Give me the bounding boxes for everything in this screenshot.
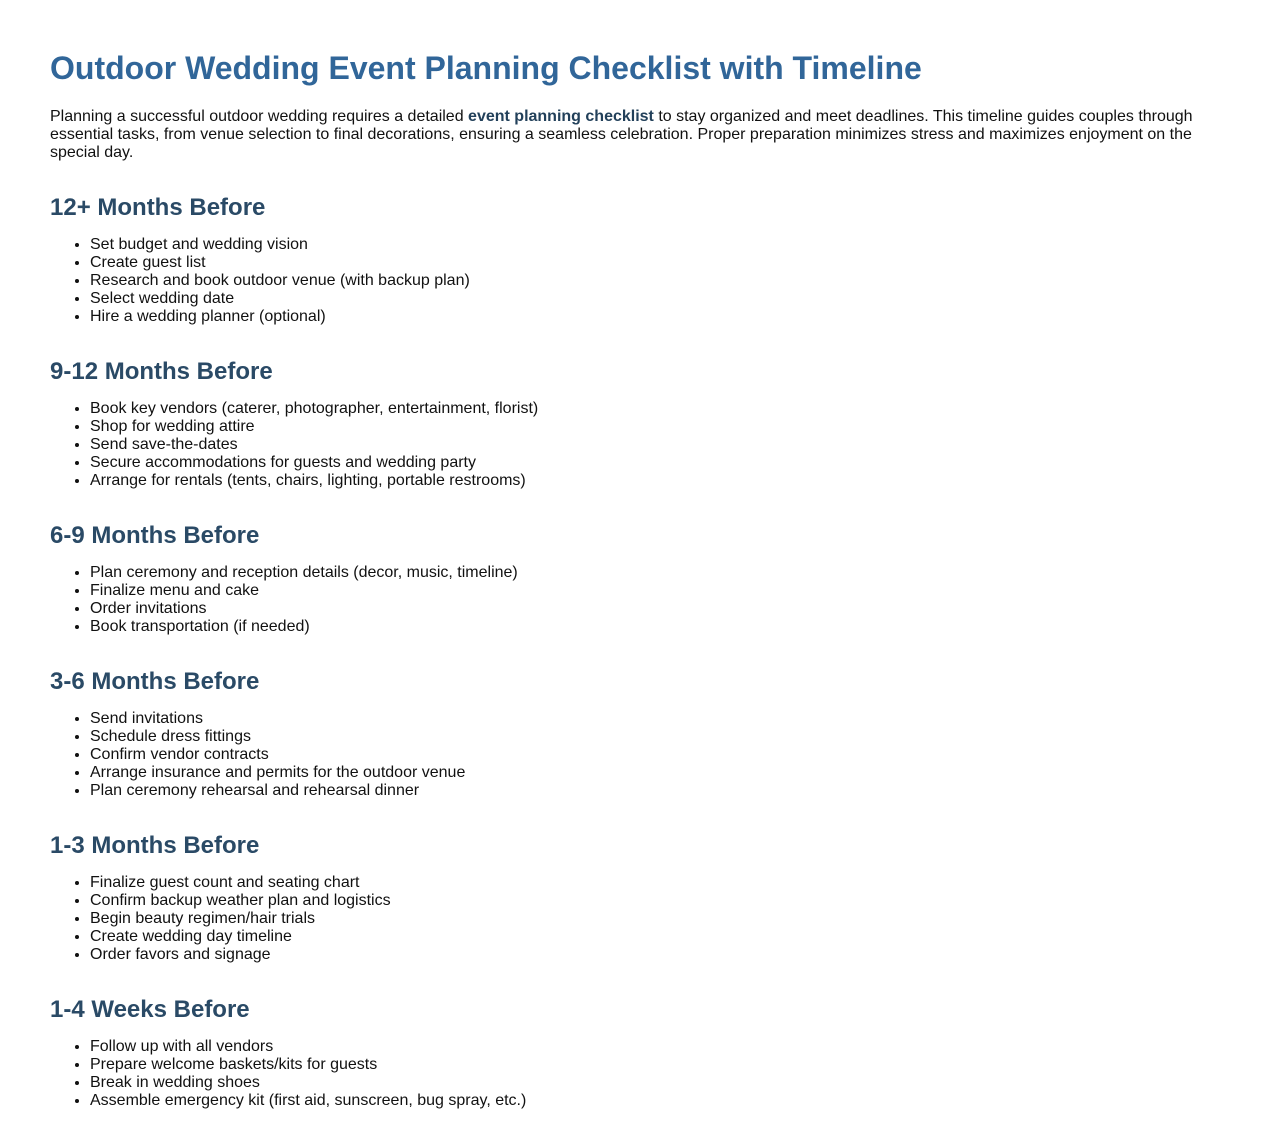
task-list [50,1038,1213,1110]
task-list-item: • Hire a wedding planner (optional) [90,308,1213,326]
task-list-item: • Begin beauty regimen/hair trials [90,910,1213,928]
task-list-item: • Break in wedding shoes [90,1074,1213,1092]
task-list-item: • Confirm backup weather plan and logistics [90,892,1213,910]
task-list-item: • Confirm vendor contracts [90,746,1213,764]
intro-emphasis: event planning checklist [468,108,654,125]
task-list [50,710,1213,800]
section-heading: 3-6 Months Before [50,668,260,695]
task-list [50,236,1213,326]
task-list-item: • Shop for wedding attire [90,418,1213,436]
task-list [50,564,1213,636]
task-list [50,400,1213,490]
task-list-item: • Prepare welcome baskets/kits for guests [90,1056,1213,1074]
task-list-item: • Send save-the-dates [90,436,1213,454]
task-list-item: • Set budget and wedding vision [90,236,1213,254]
section-heading: 12+ Months Before [50,194,266,221]
timeline-section [50,522,1213,636]
timeline-section [50,832,1213,964]
timeline-sections [50,194,1213,1110]
page-title: Outdoor Wedding Event Planning Checklist with Timeline [50,50,922,86]
task-list-item: • Arrange insurance and permits for the outdoor venue [90,764,1213,782]
section-heading: 6-9 Months Before [50,522,260,549]
task-list-item: • Arrange for rentals (tents, chairs, lighting, portable restrooms) [90,472,1213,490]
task-list-item: • Research and book outdoor venue (with backup plan) [90,272,1213,290]
task-list-item: • Book key vendors (caterer, photographer, entertainment, florist) [90,400,1213,418]
task-list-item: • Select wedding date [90,290,1213,308]
task-list-item: • Plan ceremony and reception details (decor, music, timeline) [90,564,1213,582]
timeline-section [50,668,1213,800]
task-list-item: • Finalize guest count and seating chart [90,874,1213,892]
task-list-item: • Assemble emergency kit (first aid, sunscreen, bug spray, etc.) [90,1092,1213,1110]
task-list-item: • Book transportation (if needed) [90,618,1213,636]
section-heading: 1-4 Weeks Before [50,996,250,1023]
task-list-item: • Send invitations [90,710,1213,728]
section-heading: 1-3 Months Before [50,832,260,859]
task-list-item: • Create wedding day timeline [90,928,1213,946]
task-list-item: • Order favors and signage [90,946,1213,964]
intro-text-end: to stay organized and meet deadlines. This timeline guides couples through essential tasks, from venue selection to final decorations, ensuring a seamless celebration. Proper preparation minimizes stress and maximizes enjoyment on the special day. [50,108,1193,161]
intro-text-start: Planning a successful outdoor wedding requires a detailed [50,108,469,125]
intro-paragraph [50,108,1213,162]
task-list-item: • Schedule dress fittings [90,728,1213,746]
timeline-section [50,996,1213,1110]
timeline-section [50,194,1213,326]
section-heading: 9-12 Months Before [50,358,273,385]
task-list-item: • Secure accommodations for guests and wedding party [90,454,1213,472]
task-list-item: • Follow up with all vendors [90,1038,1213,1056]
task-list-item: • Create guest list [90,254,1213,272]
task-list-item: • Plan ceremony rehearsal and rehearsal dinner [90,782,1213,800]
task-list-item: • Finalize menu and cake [90,582,1213,600]
timeline-section [50,358,1213,490]
task-list [50,874,1213,964]
task-list-item: • Order invitations [90,600,1213,618]
